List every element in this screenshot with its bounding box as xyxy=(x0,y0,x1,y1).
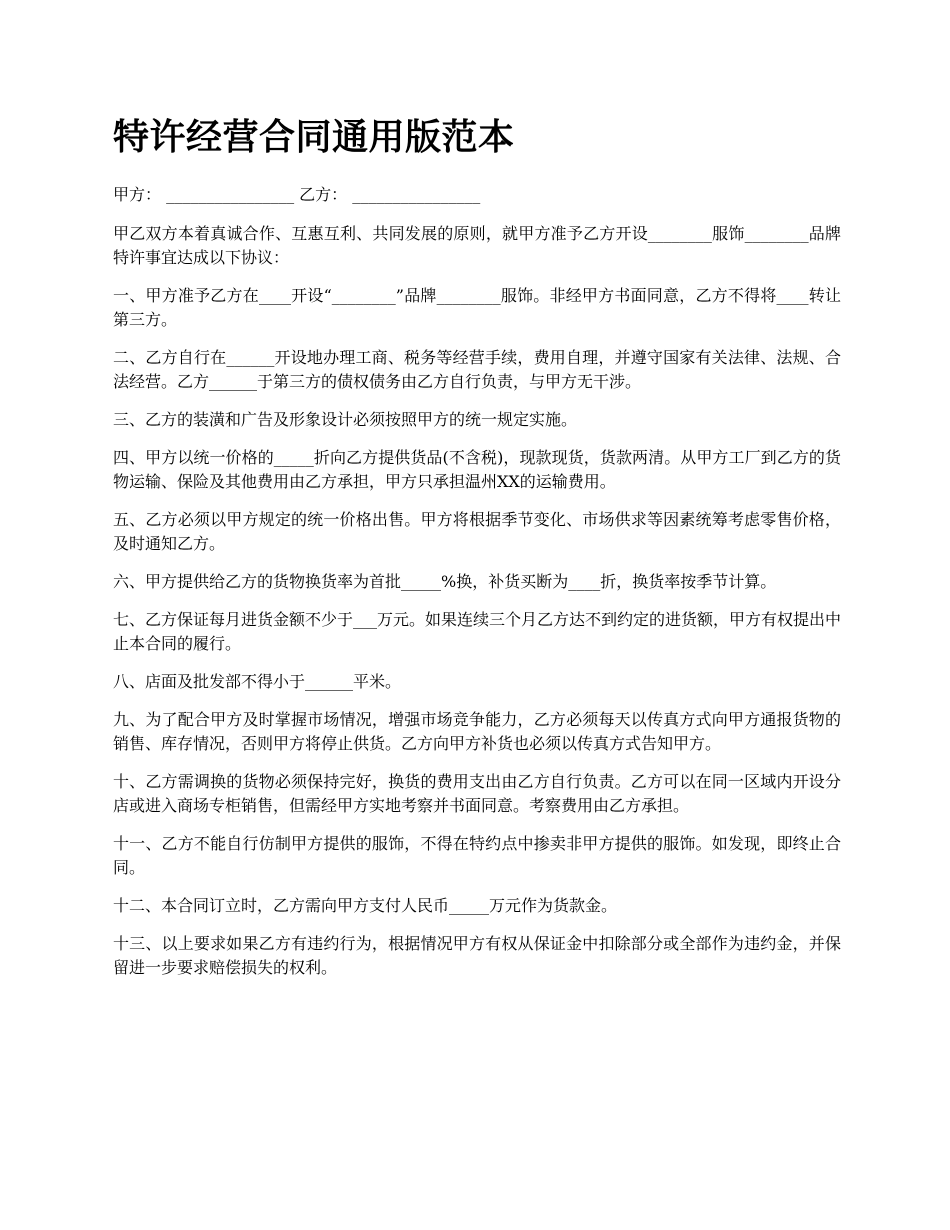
clause-13: 十三、以上要求如果乙方有违约行为，根据情况甲方有权从保证金中扣除部分或全部作为违约金，并保留进一步要求赔偿损失的权利。 xyxy=(113,934,841,977)
clause-3: 三、乙方的装潢和广告及形象设计必须按照甲方的统一规定实施。 xyxy=(113,410,578,429)
parties-line: 甲方： ________________ 乙方： ________________ xyxy=(113,185,481,204)
intro-paragraph: 甲乙双方本着真诚合作、互惠互利、共同发展的原则，就甲方准予乙方开设________服饰________品牌特许事宜达成以下协议： xyxy=(113,224,841,267)
clause-11: 十一、乙方不能自行仿制甲方提供的服饰，不得在特约点中掺卖非甲方提供的服饰。如发现，即终止合同。 xyxy=(113,834,841,877)
clause-10: 十、乙方需调换的货物必须保持完好，换货的费用支出由乙方自行负责。乙方可以在同一区域内开设分店或进入商场专柜销售，但需经甲方实地考察并书面同意。考察费用由乙方承担。 xyxy=(113,772,841,815)
document-title: 特许经营合同通用版范本 xyxy=(113,116,515,158)
clause-2: 二、乙方自行在______开设地办理工商、税务等经营手续，费用自理，并遵守国家有关法律、法规、合法经营。乙方______于第三方的债权债务由乙方自行负责，与甲方无干涉。 xyxy=(113,348,841,391)
clause-4: 四、甲方以统一价格的_____折向乙方提供货品(不含税)，现款现货，货款两清。从甲方工厂到乙方的货物运输、保险及其他费用由乙方承担，甲方只承担温州XX的运输费用。 xyxy=(113,448,841,491)
clause-5: 五、乙方必须以甲方规定的统一价格出售。甲方将根据季节变化、市场供求等因素统筹考虑零售价格，及时通知乙方。 xyxy=(113,510,841,553)
clause-12: 十二、本合同订立时，乙方需向甲方支付人民币_____万元作为货款金。 xyxy=(113,896,618,915)
clause-6: 六、甲方提供给乙方的货物换货率为首批_____%换，补货买断为____折，换货率按季节计算。 xyxy=(113,572,777,591)
clause-1: 一、甲方准予乙方在____开设“________”品牌________服饰。非经甲方书面同意，乙方不得将____转让第三方。 xyxy=(113,286,841,329)
clause-8: 八、店面及批发部不得小于______平米。 xyxy=(113,672,402,691)
document-page xyxy=(113,112,841,994)
clause-7: 七、乙方保证每月进货金额不少于___万元。如果连续三个月乙方达不到约定的进货额，甲方有权提出中止本合同的履行。 xyxy=(113,610,842,653)
clause-9: 九、为了配合甲方及时掌握市场情况，增强市场竞争能力，乙方必须每天以传真方式向甲方通报货物的销售、库存情况，否则甲方将停止供货。乙方向甲方补货也必须以传真方式告知甲方。 xyxy=(113,710,841,753)
